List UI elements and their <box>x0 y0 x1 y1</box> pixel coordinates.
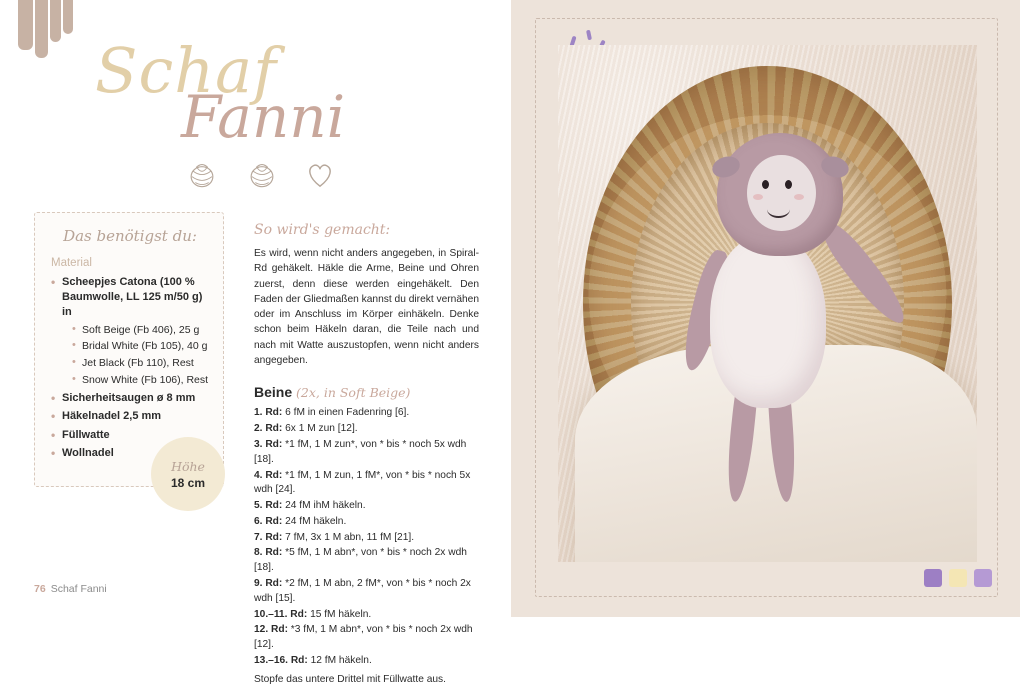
row-text: 12 fM häkeln. <box>307 654 372 666</box>
height-badge <box>151 437 225 511</box>
brush-stroke-decoration <box>18 0 80 64</box>
folio-number: 76 <box>34 583 46 595</box>
row-label: 12. Rd: <box>254 624 288 636</box>
crocheted-sheep <box>692 133 868 495</box>
row-text: 7 fM, 3x 1 M abn, 11 fM [21]. <box>282 531 415 543</box>
list-item: • Füllwatte <box>51 428 209 443</box>
row-text: 15 fM häkeln. <box>307 608 372 620</box>
sheep-eye-left <box>762 180 769 189</box>
instruction-row <box>254 546 479 576</box>
list-item: • Häkelnadel 2,5 mm <box>51 409 209 424</box>
instruction-row <box>254 577 479 607</box>
material-label: Scheepjes Catona (100 % Baumwolle, LL 125 m/50 g) in <box>62 276 203 319</box>
left-page <box>0 0 511 685</box>
row-text: *1 fM, 1 M zun, 1 fM*, von * bis * noch 5x wdh [24]. <box>254 469 471 496</box>
page-title-line2: Fanni <box>181 83 346 151</box>
instruction-row <box>254 515 479 530</box>
sheep-ear-right <box>818 154 851 181</box>
instructions-column <box>254 222 479 688</box>
materials-list <box>51 275 209 461</box>
instructions-intro: Es wird, wenn nicht anders angegeben, in Spiral-Rd gehäkelt. Häkle die Arme, Beine und Ohren zuerst, denn diese werden eingehäkelt. Den Faden der Gliedmaßen kannst du direkt vernähen oder im Anschluss im Körper einhäkeln. Denke schon beim Häkeln daran, die Teile nach und nach mit Watte auszustopfen, wenn nicht anders angegeben. <box>254 248 479 367</box>
row-label: 8. Rd: <box>254 547 283 559</box>
materials-heading: Das benötigst du: <box>63 227 197 245</box>
list-item: • Snow White (Fb 106), Rest <box>72 373 209 388</box>
instruction-row <box>254 531 479 546</box>
instruction-row <box>254 469 479 499</box>
list-item: • Bridal White (Fb 105), 40 g <box>72 339 209 354</box>
page-title <box>95 34 425 151</box>
instruction-closing: Stopfe das untere Drittel mit Füllwatte aus. <box>254 673 446 685</box>
sheep-head <box>717 133 844 256</box>
heart-icon <box>305 161 335 189</box>
sheep-eye-right <box>785 180 792 189</box>
list-item: • Jet Black (Fb 110), Rest <box>72 356 209 371</box>
row-label: 10.–11. Rd: <box>254 608 308 620</box>
instruction-row <box>254 422 479 437</box>
instruction-row <box>254 608 479 623</box>
swatch-lilac <box>974 569 992 587</box>
sheep-ear-left <box>709 154 742 181</box>
row-label: 3. Rd: <box>254 438 283 450</box>
instruction-row <box>254 654 479 669</box>
swatch-purple <box>924 569 942 587</box>
photo-dashed-frame <box>535 18 998 597</box>
yarn-ball-icon <box>245 160 279 190</box>
section-heading-title: Beine <box>254 384 293 401</box>
sheep-face <box>747 155 815 231</box>
page-title-line1: Schaf <box>95 34 278 107</box>
right-page <box>511 0 1020 617</box>
row-text: *2 fM, 1 M abn, 2 fM*, von * bis * noch 2x wdh [15]. <box>254 577 471 604</box>
color-swatches <box>924 569 992 587</box>
row-text: 6x 1 M zun [12]. <box>282 423 358 435</box>
row-label: 2. Rd: <box>254 423 283 435</box>
sheep-body <box>710 234 826 408</box>
row-text: 24 fM ihM häkeln. <box>282 500 366 512</box>
folio-title: Schaf Fanni <box>50 583 107 595</box>
row-text: 6 fM in einen Fadenring [6]. <box>282 407 410 419</box>
row-text: *5 fM, 1 M abn*, von * bis * noch 2x wdh [18]. <box>254 547 467 574</box>
difficulty-icon-row <box>185 160 335 190</box>
row-label: 5. Rd: <box>254 500 283 512</box>
list-item: • Wollnadel <box>51 446 209 461</box>
row-label: 9. Rd: <box>254 577 283 589</box>
height-badge-label: Höhe <box>171 458 205 474</box>
instructions-heading: So wird's gemacht: <box>254 222 391 238</box>
section-heading-note: (2x, in Soft Beige) <box>296 385 411 401</box>
row-label: 1. Rd: <box>254 407 283 419</box>
list-item: • Sicherheitsaugen ø 8 mm <box>51 391 209 406</box>
row-label: 6. Rd: <box>254 515 283 527</box>
height-badge-value: 18 cm <box>170 475 206 490</box>
project-photo <box>558 45 977 562</box>
row-label: 13.–16. Rd: <box>254 654 308 666</box>
row-label: 4. Rd: <box>254 469 283 481</box>
row-text: 24 fM häkeln. <box>282 515 347 527</box>
yarn-ball-icon <box>185 160 219 190</box>
row-text: *3 fM, 1 M abn*, von * bis * noch 2x wdh [12]. <box>254 624 473 651</box>
instruction-row <box>254 406 479 421</box>
instruction-rows <box>254 406 479 687</box>
sheep-mouth <box>767 201 790 218</box>
instruction-row <box>254 623 479 653</box>
folio <box>34 583 107 595</box>
list-item <box>51 275 209 387</box>
list-item: • Soft Beige (Fb 406), 25 g <box>72 323 209 338</box>
instruction-row <box>254 438 479 468</box>
row-text: *1 fM, 1 M zun*, von * bis * noch 5x wdh [18]. <box>254 438 467 465</box>
instruction-row <box>254 499 479 514</box>
material-sublist <box>62 323 209 388</box>
row-label: 7. Rd: <box>254 531 283 543</box>
swatch-cream <box>949 569 967 587</box>
materials-subheading: Material <box>51 257 92 269</box>
section-heading <box>254 384 479 400</box>
